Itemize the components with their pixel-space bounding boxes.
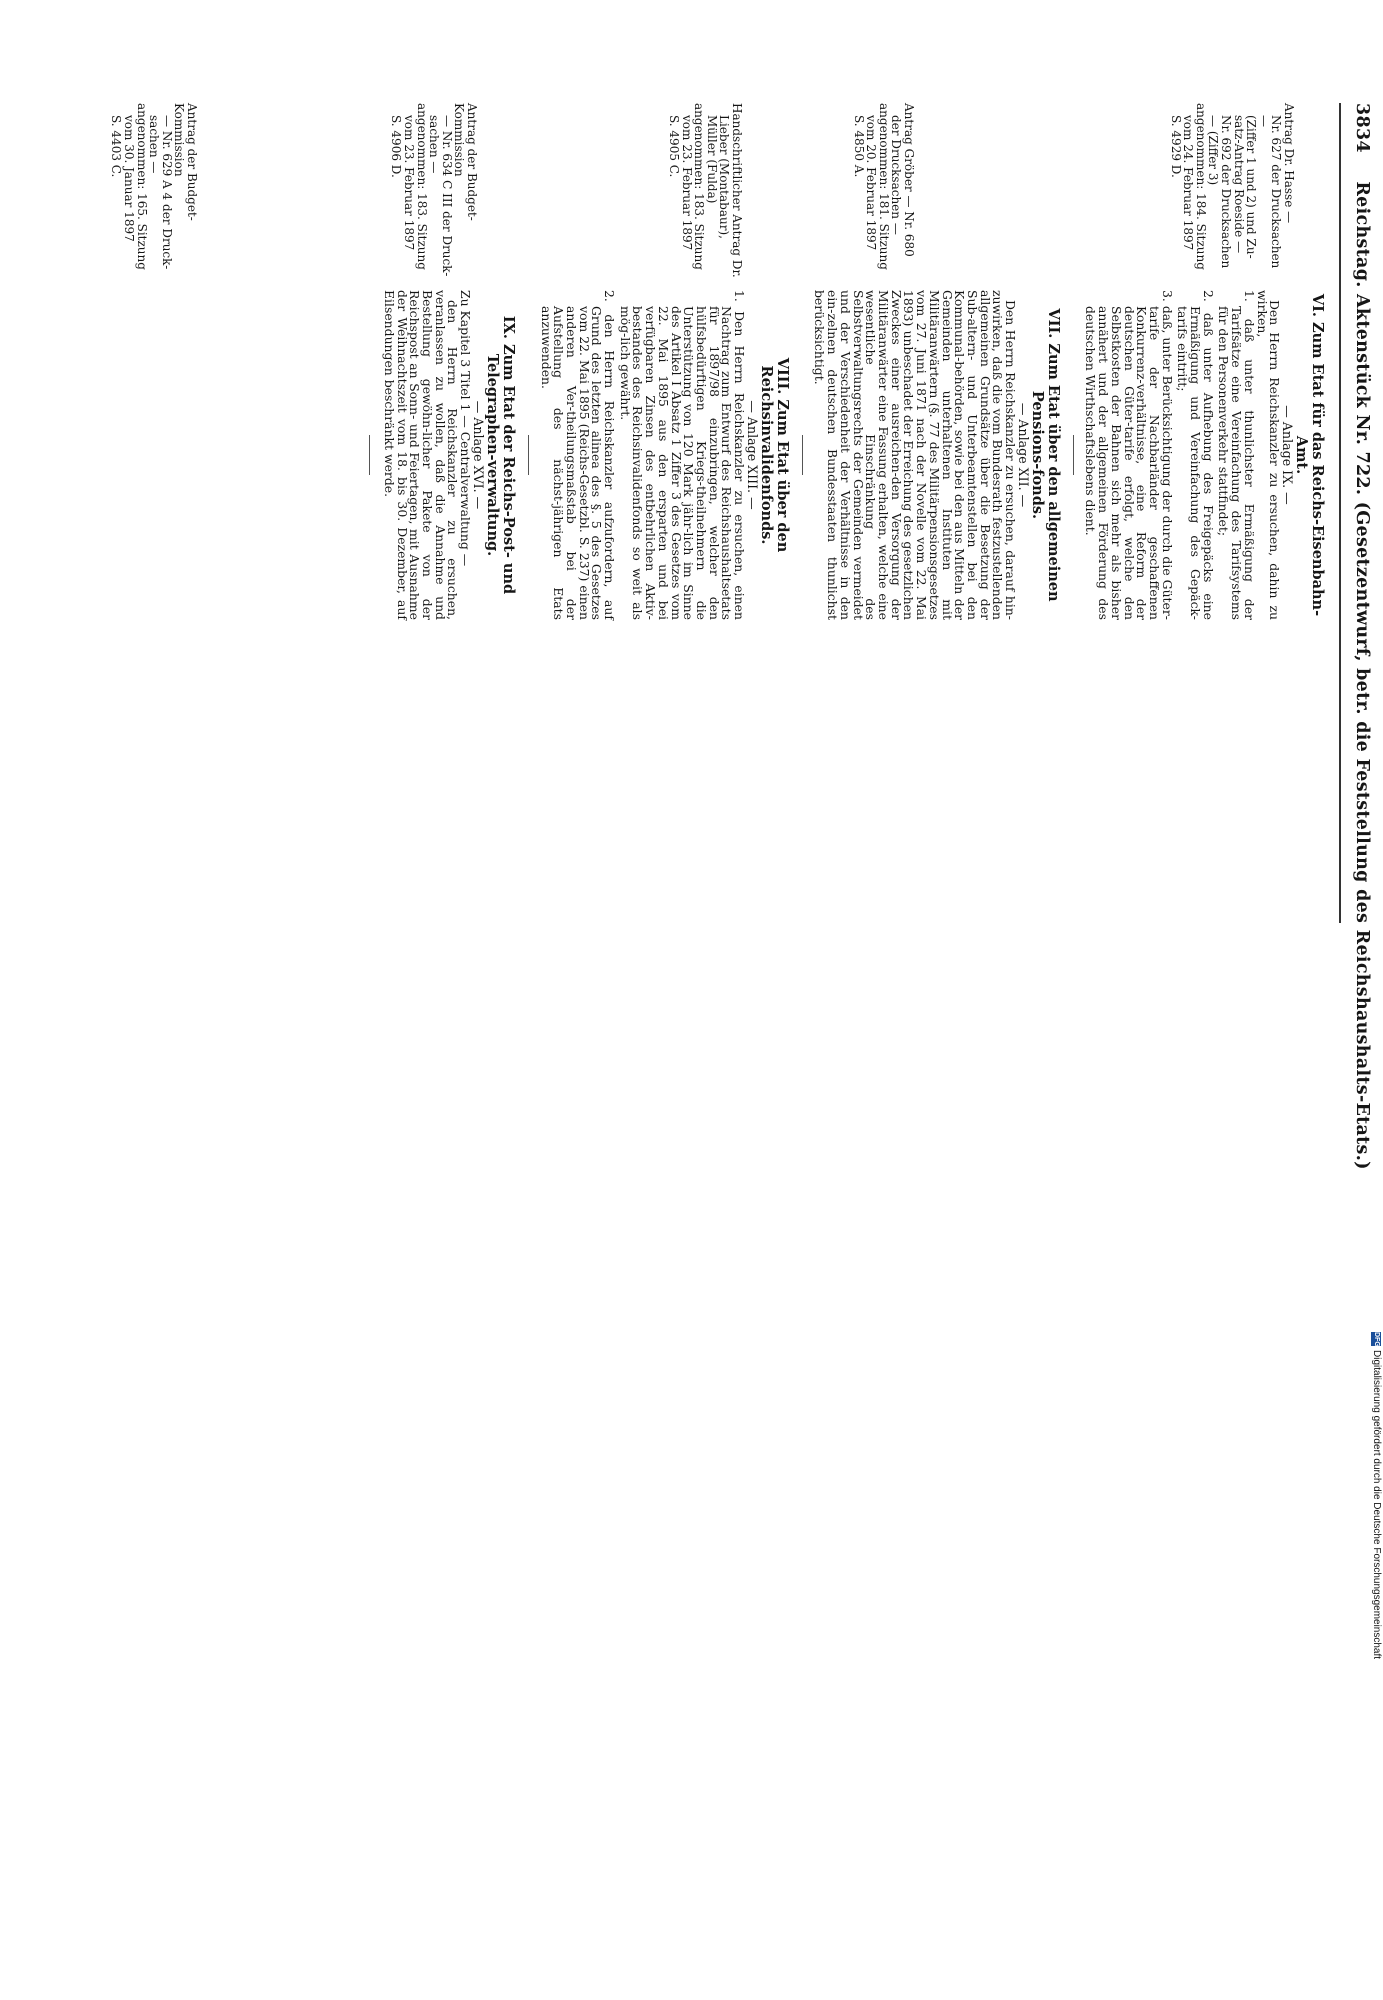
section-viii: [539, 290, 790, 620]
section-intro: Den Herrn Reichskanzler zu ersuchen, dahin zu wirken,: [1254, 290, 1283, 620]
section-divider: [369, 435, 370, 475]
header-rule: [1339, 103, 1341, 923]
marginal-note-2: Antrag Gröber — Nr. 680 der Drucksachen — angenommen: 181. Sitzung vom 20. Februar 1897 S. 4850 A.: [851, 103, 916, 270]
list-item: 1. Den Herrn Reichskanzler zu ersuchen, einen Nachtrag zum Entwurf des Reichshaushaltsetats für 1897/98 einzubringen, welcher den hülfsbedürftigen Kriegs-theilnehmern die Unterstützung von 120 Mark jähr-lich im Sinne des Artikel I Absatz 1 Ziffer 3 des Gesetzes vom 22. Mai 1895 aus den ersparten und bei verfügbaren Zinsen des entbehrlichen Aktiv-bestandes des Reichsinvalidenfonds so weit als mög-lich gewährt.: [617, 290, 748, 620]
section-divider: [802, 435, 803, 475]
marginal-note-1: Antrag Dr. Hasse — Nr. 627 der Drucksachen — (Ziffer 1 und 2) und Zu- satz-Antrag Roeside — Nr. 692 der Drucksachen — (Ziffer 3) angenommen: 184. Sitzung vom 24. Februar 1897 S. 4929 D.: [1168, 103, 1296, 270]
section-heading: IX. Zum Etat der Reichs-Post- und Telegraphen-verwaltung.: [483, 315, 517, 595]
section-heading: VIII. Zum Etat über den Reichsinvalidenfonds.: [757, 357, 791, 553]
section-text: Den Herrn Reichskanzler zu ersuchen, darauf hin-zuwirken, daß die vom Bundesrath festzustellenden allgemeinen Grundsätze über die Besetzung der Sub-altern- und Unterbeamtenstellen bei den Kommunal-behörden, sowie bei den aus Mitteln der Gemeinden unterhaltenen Instituten mit Militäranwärtern (§. 77 des Militärpensionsgesetzes vom 27. Juni 1871 nach der Novelle vom 22. Mai 1893) unbeschadet der Erreichung des gesetzlichen Zweckes einer ausreichen-den Versorgung der Militäranwärter eine Fassung erhalten, welche eine wesentliche Einschränkung des Selbstverwaltungsrechts der Gemeinden vermeidet und der Verschiedenheit der Verhältnisse in den ein-zelnen deutschen Bundesstaaten thunlichst berücksichtigt.: [812, 290, 1019, 620]
marginal-note-4: Antrag der Budget-Kommission — Nr. 634 C III der Druck- sachen — angenommen: 183. Sitzung vom 23. Februar 1897 S. 4906 D.: [389, 103, 479, 277]
dfg-logo: DFG: [1373, 1332, 1380, 1347]
marginal-note-3: Handschriftlicher Antrag Dr. Lieber (Montabaur), Müller (Fulda) angenommen: 183. Sitzung vom 23. Februar 1897 S. 4905 C.: [667, 103, 744, 278]
digitization-credit: Digitalisierung gefördert durch die Deutsche Forschungsgemeinschaft: [1371, 1350, 1382, 1660]
section-heading: VII. Zum Etat über den allgemeinen Pensions-fonds.: [1028, 308, 1062, 602]
section-divider: [528, 435, 529, 475]
section-ix: [382, 290, 516, 620]
section-text: den Herrn Reichskanzler zu ersuchen, veranlassen zu wollen, daß die Annahme und Bestellung gewöhn-licher Pakete von der Reichspost an Sonn- und Feiertagen, mit Ausnahme der Weihnachtszeit vom 18. bis 30. Dezember, auf Eilsendungen beschränkt werde.: [381, 290, 461, 620]
anlage-label: — Anlage XIII. —: [744, 400, 760, 510]
list-item: 2. daß unter Aufhebung des Freigepäcks eine Ermäßigung und Vereinfachung des Gepäck-tarifs eintritt;: [1175, 290, 1216, 620]
marginal-note-5: Antrag der Budget-Kommission — Nr. 629 A 4 der Druck- sachen — angenommen: 165. Sitzung vom 30. Januar 1897 S. 4403 C.: [109, 103, 199, 270]
list-item: 2. den Herrn Reichskanzler aufzufordern, auf Grund des letzten alinea des §. 5 des Gesetzes vom 22. Mai 1895 (Reichs-Gesetzbl. S. 237) einen anderen Ver-theilungsmaßstab bei der Aufstellung des nächst-jährigen Etats anzuwenden.: [538, 290, 618, 620]
page-number: 3834: [1352, 103, 1372, 153]
anlage-label: — Anlage XVI. —: [470, 400, 486, 510]
section-heading: VI. Zum Etat für das Reichs-Eisenbahn-Amt.: [1293, 293, 1326, 617]
anlage-label: — Anlage XII. —: [1015, 402, 1031, 508]
digitization-footer: [1369, 1328, 1383, 2000]
list-item: 3. daß, unter Berücksichtigung der durch die Güter-tarife der Nachbarländer geschaffenen Konkurrenz-verhältnisse, eine Reform der deutschen Güter-tarife erfolgt, welche den Selbstkosten der Bahnen sich mehr als bisher annähert und der allgemeinen Förderung des deutschen Wirthschaftslebens dient.: [1083, 290, 1175, 620]
anlage-label: — Anlage IX. —: [1280, 405, 1295, 505]
section-divider: [1073, 435, 1074, 475]
section-subheading: Zu Kapitel 3 Titel 1 — Centralverwaltung —: [458, 290, 474, 567]
header-title: Reichstag. Aktenstück Nr. 722. (Gesetzentwurf, betr. die Feststellung des Reichshaushalts-Etats.): [1352, 181, 1372, 1170]
page-header: [1331, 103, 1373, 1170]
main-column: [369, 290, 1325, 620]
section-vi: [1084, 290, 1325, 620]
list-item: 1. daß unter thunlichster Ermäßigung der Tarifsätze eine Vereinfachung des Tarifsystems für den Personenverkehr stattfindet;: [1216, 290, 1257, 620]
section-vii: [813, 290, 1061, 620]
